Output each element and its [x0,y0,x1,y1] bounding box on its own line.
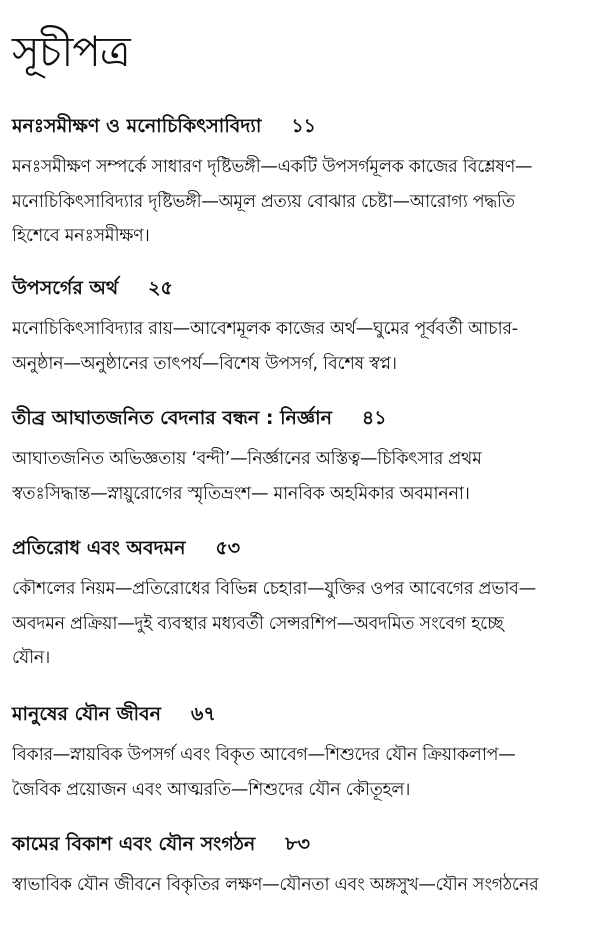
entry-heading-row [12,700,580,728]
entry-heading-row [12,534,580,562]
entry-heading: মানুষের যৌন জীবন [12,703,161,725]
description-line: অনুষ্ঠান—অনুষ্ঠানের তাৎপর্য—বিশেষ উপসর্গ, বিশেষ স্বপ্ন। [12,353,397,374]
entry-heading-row [12,404,580,432]
description-line: মনঃসমীক্ষণ সম্পর্কে সাধারণ দৃষ্টিভঙ্গী—একটি উপসর্গমূলক কাজের বিশ্লেষণ— [12,157,533,177]
entry-page-number: ৪১ [361,407,387,429]
entry-page-number: ৫৩ [215,537,241,559]
entry-heading: মনঃসমীক্ষণ ও মনোচিকিৎসাবিদ্যা [12,115,262,137]
entry-description [12,150,580,254]
description-line: কৌশলের নিয়ম—প্রতিরোধের বিভিন্ন চেহারা—যুক্তির ওপর আবেগের প্রভাব— [12,579,536,599]
entry-heading-row [12,274,580,302]
entry-heading: প্রতিরোধ এবং অবদমন [12,537,186,559]
description-line: মনোচিকিৎসাবিদ্যার রায়—আবেশমূলক কাজের অর্থ—ঘুমের পূর্ববর্তী আচার- [12,319,518,339]
description-line: মনোচিকিৎসাবিদ্যার দৃষ্টিভঙ্গী—অমূল প্রত্যয় বোঝার চেষ্টা—আরোগ্য পদ্ধতি [12,191,515,212]
description-line: আঘাতজনিত অভিজ্ঞতায় ‘বন্দী’—নির্জ্ঞানের অস্তিত্ব—চিকিৎসার প্রথম [12,449,482,469]
entry-heading-row [12,830,580,858]
entry-page-number: ৮৩ [285,833,310,855]
toc-entry [12,700,580,807]
entry-description [12,868,580,903]
entry-heading: কামের বিকাশ এবং যৌন সংগঠন [12,833,256,855]
description-line: হিশেবে মনঃসমীক্ষণ। [12,226,150,246]
description-line: স্বাভাবিক যৌন জীবনে বিকৃতির লক্ষণ—যৌনতা এবং অঙ্গসুখ—যৌন সংগঠনের [12,875,539,895]
description-line: অবদমন প্রক্রিয়া—দুই ব্যবস্থার মধ্যবর্তী সেন্সরশিপ—অবদমিত সংবেগ হচ্ছে [12,613,504,634]
toc-entry [12,534,580,676]
entry-heading: উপসর্গের অর্থ [12,277,119,299]
description-line: জৈবিক প্রয়োজন এবং আত্মরতি—শিশুদের যৌন কৌতূহল। [12,779,411,800]
entry-page-number: ২৫ [148,277,173,299]
toc-entry [12,112,580,254]
entry-description [12,442,580,511]
entry-heading-row [12,112,580,140]
description-line: স্বতঃসিদ্ধান্ত—স্নায়ুরোগের স্মৃতিভ্রংশ— মানবিক অহমিকার অবমাননা। [12,483,470,504]
entry-description [12,738,580,807]
description-line: যৌন। [12,648,50,668]
page-title: সূচীপত্র [12,27,130,76]
toc-entry [12,830,580,903]
toc-entry [12,404,580,511]
description-line: বিকার—স্নায়বিক উপসর্গ এবং বিকৃত আবেগ—শিশুদের যৌন ক্রিয়াকলাপ— [12,745,516,765]
entry-description [12,572,580,676]
toc-entry [12,274,580,381]
entry-heading: তীব্র আঘাতজনিত বেদনার বন্ধন : নির্জ্ঞান [12,407,332,429]
entry-description [12,312,580,381]
entry-page-number: ১১ [291,115,317,137]
entry-page-number: ৬৭ [190,703,216,725]
